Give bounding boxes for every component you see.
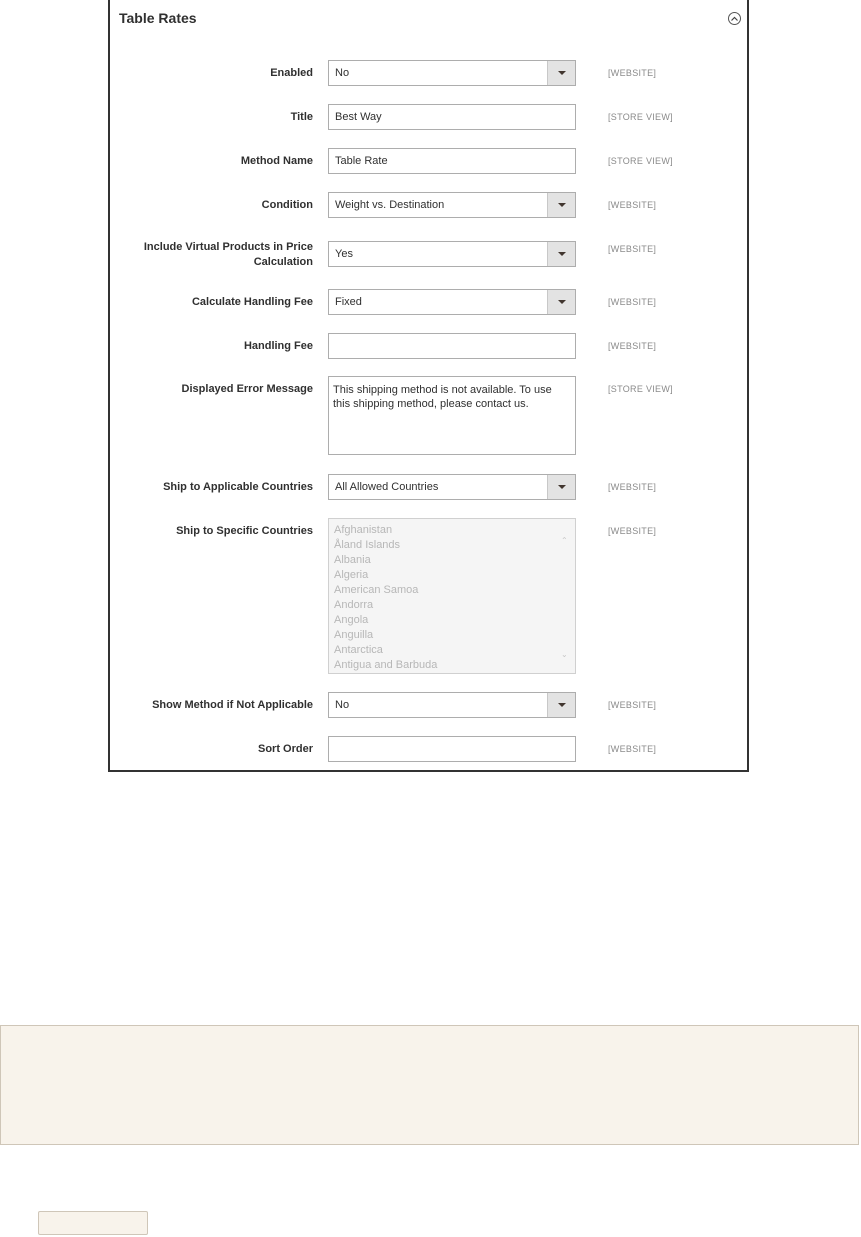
caret-down-icon [547, 242, 575, 266]
error-message-label: Displayed Error Message [181, 383, 313, 395]
chevron-up-circle-icon[interactable] [728, 12, 741, 25]
condition-select[interactable] [328, 192, 576, 218]
enabled-scope: [WEBSITE] [608, 68, 657, 78]
error-message-value: This shipping method is not available. To use this shipping method, please contact us. [333, 384, 552, 410]
show-method-value: No [335, 699, 350, 711]
condition-value: Weight vs. Destination [335, 199, 445, 211]
handling-fee-scope: [WEBSITE] [608, 341, 657, 351]
note-box [0, 1025, 859, 1145]
error-message-textarea[interactable] [328, 376, 576, 455]
country-options-list [334, 523, 437, 673]
enabled-select[interactable] [328, 60, 576, 86]
country-option[interactable]: Anguilla [334, 629, 374, 641]
title-scope: [STORE VIEW] [608, 112, 673, 122]
country-option[interactable]: Albania [334, 554, 371, 566]
handling-fee-label: Handling Fee [243, 340, 313, 352]
sort-order-label: Sort Order [257, 743, 313, 755]
show-method-label: Show Method if Not Applicable [152, 699, 313, 711]
handling-fee-type-select[interactable] [328, 289, 576, 315]
title-input[interactable] [328, 104, 576, 130]
include-virtual-label-line1: Include Virtual Products in Price [143, 241, 313, 253]
panel-title: Table Rates [119, 10, 197, 26]
scroll-up-icon[interactable]: ⌃ [561, 536, 568, 545]
error-message-scope: [STORE VIEW] [608, 384, 673, 394]
show-method-select[interactable] [328, 692, 576, 718]
applicable-countries-scope: [WEBSITE] [608, 482, 657, 492]
applicable-countries-value: All Allowed Countries [335, 481, 439, 493]
applicable-countries-label: Ship to Applicable Countries [163, 481, 313, 493]
include-virtual-label [113, 240, 313, 270]
country-option[interactable]: Afghanistan [334, 524, 393, 536]
specific-countries-label: Ship to Specific Countries [176, 525, 313, 537]
scroll-down-icon[interactable]: ⌄ [561, 650, 568, 659]
country-option[interactable]: American Samoa [334, 584, 419, 596]
handling-fee-input[interactable] [328, 333, 576, 359]
specific-countries-scope: [WEBSITE] [608, 526, 657, 536]
enabled-value: No [335, 67, 350, 79]
enabled-label: Enabled [270, 67, 313, 79]
title-value: Best Way [335, 111, 382, 123]
specific-countries-multiselect[interactable] [328, 518, 576, 674]
country-option[interactable]: Åland Islands [334, 539, 401, 551]
country-option[interactable]: Antarctica [334, 644, 383, 656]
handling-fee-type-value: Fixed [335, 296, 362, 308]
country-option[interactable]: Antigua and Barbuda [334, 659, 438, 671]
method-name-scope: [STORE VIEW] [608, 156, 673, 166]
applicable-countries-select[interactable] [328, 474, 576, 500]
include-virtual-value: Yes [335, 248, 353, 260]
method-name-input[interactable] [328, 148, 576, 174]
condition-label: Condition [261, 199, 313, 211]
country-option[interactable]: Angola [334, 614, 369, 626]
include-virtual-label-line2: Calculation [253, 256, 313, 268]
sort-order-scope: [WEBSITE] [608, 744, 657, 754]
caret-down-icon [547, 290, 575, 314]
handling-fee-type-label: Calculate Handling Fee [191, 296, 313, 308]
sort-order-input[interactable] [328, 736, 576, 762]
caret-down-icon [547, 61, 575, 85]
caret-down-icon [547, 693, 575, 717]
table-rates-panel [108, 0, 749, 772]
method-name-label: Method Name [240, 155, 313, 167]
title-label: Title [290, 111, 313, 123]
country-option[interactable]: Andorra [334, 599, 374, 611]
method-name-value: Table Rate [335, 155, 388, 167]
handling-fee-type-scope: [WEBSITE] [608, 297, 657, 307]
show-method-scope: [WEBSITE] [608, 700, 657, 710]
include-virtual-scope: [WEBSITE] [608, 244, 657, 254]
caret-down-icon [547, 193, 575, 217]
condition-scope: [WEBSITE] [608, 200, 657, 210]
small-button[interactable] [38, 1211, 148, 1235]
include-virtual-select[interactable] [328, 241, 576, 267]
caret-down-icon [547, 475, 575, 499]
country-option[interactable]: Algeria [334, 569, 369, 581]
